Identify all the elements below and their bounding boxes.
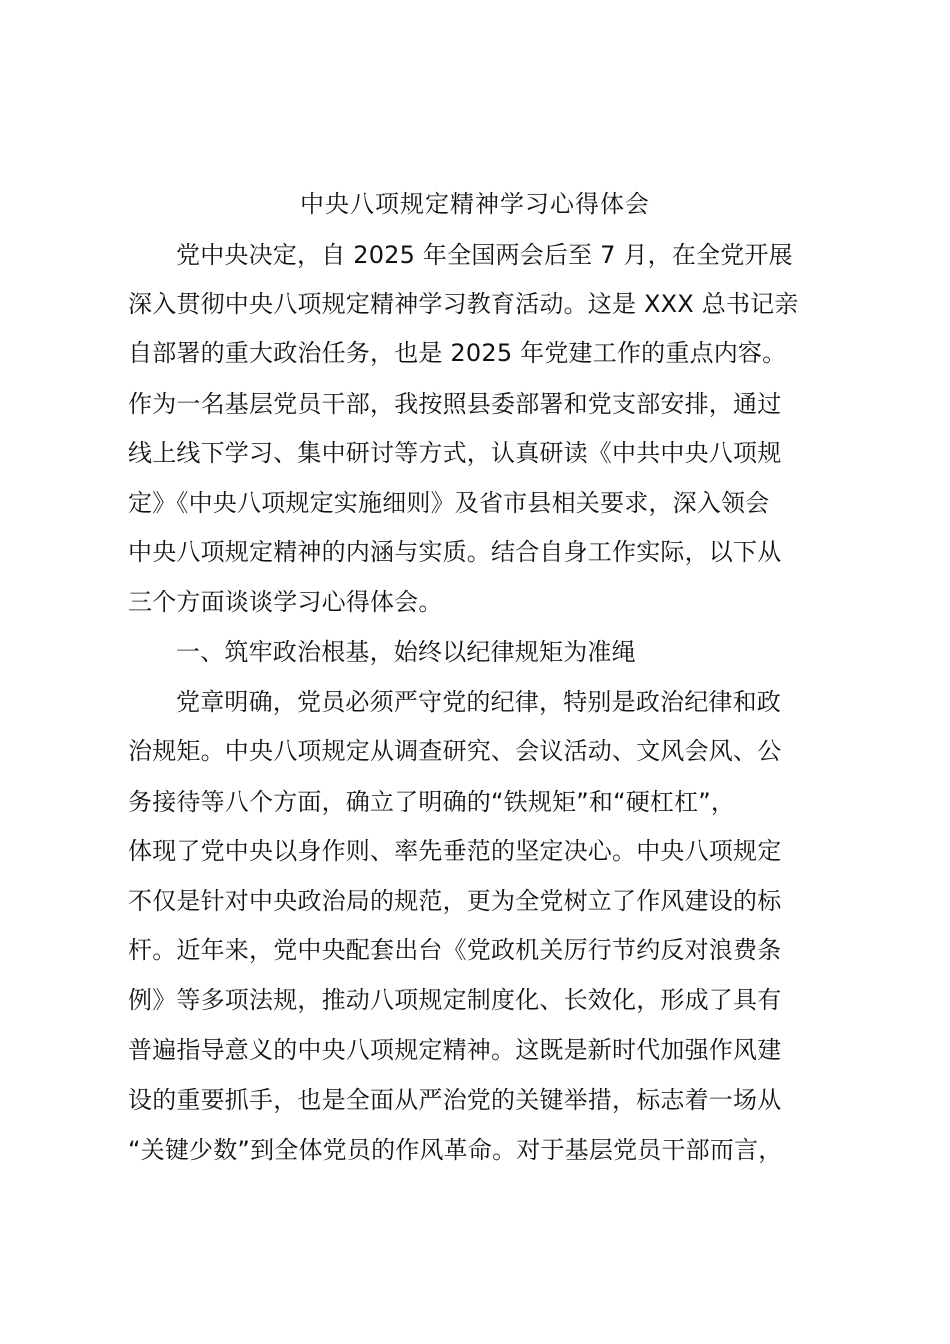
document-title: 中央八项规定精神学习心得体会 bbox=[300, 190, 650, 218]
section-heading: 一、筑牢政治根基，始终以纪律规矩为准绳 bbox=[176, 638, 636, 666]
paragraph-line: 治规矩。中央八项规定从调查研究、会议活动、文风会风、公 bbox=[128, 737, 782, 765]
paragraph-line: 党中央决定，自 2025 年全国两会后至 7 月，在全党开展 bbox=[176, 241, 793, 269]
paragraph-line: 自部署的重大政治任务，也是 2025 年党建工作的重点内容。 bbox=[128, 339, 787, 367]
paragraph-line: 不仅是针对中央政治局的规范，更为全党树立了作风建设的标 bbox=[128, 887, 782, 915]
paragraph-line: 设的重要抓手，也是全面从严治党的关键举措，标志着一场从 bbox=[128, 1086, 782, 1114]
paragraph-line: 杆。近年来，党中央配套出台《党政机关厉行节约反对浪费条 bbox=[128, 936, 782, 964]
paragraph-line: “关键少数”到全体党员的作风革命。对于基层党员干部而言， bbox=[128, 1136, 783, 1164]
paragraph-line: 线上线下学习、集中研讨等方式，认真研读《中共中央八项规 bbox=[128, 439, 782, 467]
paragraph-line: 深入贯彻中央八项规定精神学习教育活动。这是 XXX 总书记亲 bbox=[128, 290, 799, 318]
paragraph-line: 普遍指导意义的中央八项规定精神。这既是新时代加强作风建 bbox=[128, 1036, 782, 1064]
paragraph-line: 务接待等八个方面，确立了明确的“铁规矩”和“硬杠杠”， bbox=[128, 788, 736, 816]
paragraph-line: 中央八项规定精神的内涵与实质。结合自身工作实际，以下从 bbox=[128, 538, 782, 566]
paragraph-line: 三个方面谈谈学习心得体会。 bbox=[128, 588, 443, 616]
paragraph-line: 定》《中央八项规定实施细则》及省市县相关要求，深入领会 bbox=[128, 489, 770, 517]
paragraph-line: 党章明确，党员必须严守党的纪律，特别是政治纪律和政 bbox=[176, 688, 781, 716]
paragraph-line: 体现了党中央以身作则、率先垂范的坚定决心。中央八项规定 bbox=[128, 837, 782, 865]
paragraph-line: 例》等多项法规，推动八项规定制度化、长效化，形成了具有 bbox=[128, 986, 782, 1014]
paragraph-line: 作为一名基层党员干部，我按照县委部署和党支部安排，通过 bbox=[128, 390, 782, 418]
